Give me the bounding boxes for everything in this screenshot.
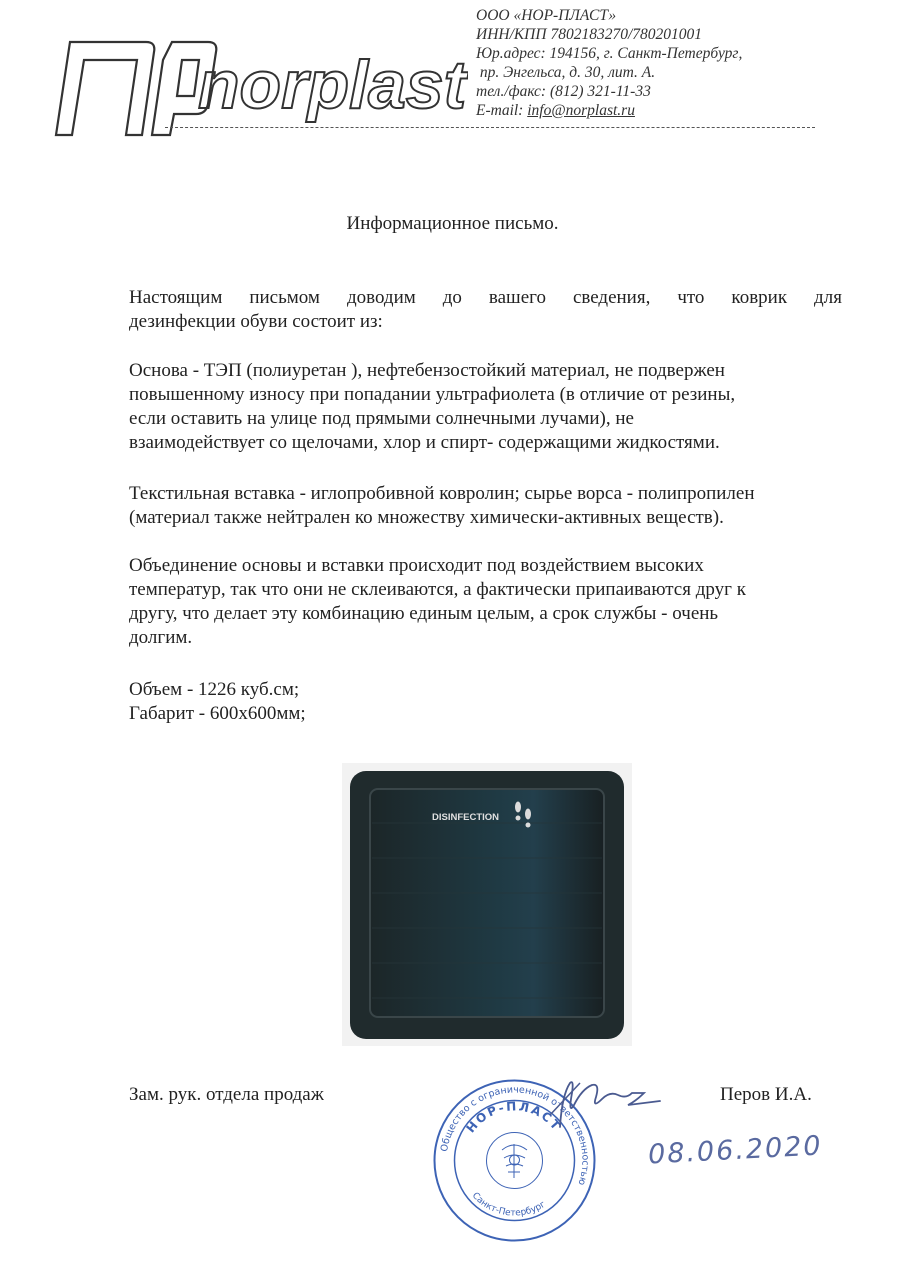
intro-word: что: [677, 287, 705, 308]
mat-label: DISINFECTION: [432, 812, 500, 823]
text-line: (материал также нейтрален ко множеству химически-активных веществ).: [129, 507, 724, 528]
text-line: долгим.: [129, 627, 193, 648]
textile-insert-paragraph: [129, 482, 842, 530]
seal-outer-text: Общество с ограниченной ответственностью: [439, 1084, 591, 1187]
intro-paragraph: [129, 286, 842, 334]
company-email: [476, 101, 896, 120]
company-street: пр. Энгельса, д. 30, лит. А.: [476, 64, 656, 81]
disinfection-mat-photo: [342, 763, 632, 1046]
company-requisites: [476, 6, 896, 120]
dimension-spec: Габарит - 600x600мм;: [129, 703, 306, 724]
signer-role: Зам. рук. отдела продаж: [129, 1084, 324, 1105]
intro-word: Настоящим: [129, 287, 223, 308]
email-link[interactable]: info@norplast.ru: [527, 102, 635, 119]
bonding-paragraph: [129, 554, 842, 650]
text-line: взаимодействует со щелочами, хлор и спирт- содержащими жидкостями.: [129, 432, 720, 453]
text-line: если оставить на улице под прямыми солнечными лучами), не: [129, 408, 634, 429]
text-line: Основа - ТЭП (полиуретан ), нефтебензостойкий материал, не подвержен: [129, 360, 725, 381]
text-line: Объединение основы и вставки происходит под воздействием высоких: [129, 555, 704, 576]
intro-word: доводим: [346, 287, 416, 308]
logo-wordmark: norplast: [198, 47, 467, 123]
company-name: ООО «НОР-ПЛАСТ»: [476, 7, 617, 24]
intro-word: для: [814, 287, 842, 308]
text-line: температур, так что они не склеиваются, а фактически припаиваются друг к: [129, 579, 746, 600]
base-material-paragraph: [129, 359, 842, 455]
company-phone: тел./факс: (812) 321-11-33: [476, 83, 651, 100]
text-line: повышенному износу при попадании ультрафиолета (в отличие от резины,: [129, 384, 736, 405]
company-address: Юр.адрес: 194156, г. Санкт-Петербург,: [476, 45, 743, 62]
svg-text:Санкт-Петербург: [470, 1191, 548, 1219]
intro-line-2: дезинфекции обуви состоит из:: [129, 311, 383, 332]
signer-name: Перов И.А.: [720, 1084, 812, 1105]
text-line: Текстильная вставка - иглопробивной ковролин; сырье ворса - полипропилен: [129, 483, 755, 504]
email-label: E-mail:: [476, 102, 528, 119]
seal-name-text: НОР-ПЛАСТ: [463, 1099, 565, 1136]
signature-date: 08.06.2020: [647, 1130, 824, 1171]
text-line: другу, что делает эту комбинацию единым целым, а срок службы - очень: [129, 603, 719, 624]
intro-word: вашего: [488, 287, 546, 308]
intro-word: сведения,: [572, 287, 651, 308]
seal-city-text: Санкт-Петербург: [469, 1190, 548, 1219]
intro-word: письмом: [249, 287, 320, 308]
letter-title: Информационное письмо.: [346, 213, 559, 234]
intro-line-1: [129, 286, 842, 310]
intro-word: коврик: [731, 287, 788, 308]
intro-word: до: [442, 287, 462, 308]
eagle-emblem-icon: [502, 1144, 527, 1178]
signature: [540, 1075, 675, 1130]
volume-spec: Объем - 1226 куб.см;: [129, 679, 300, 700]
company-inn: ИНН/КПП 7802183270/780201001: [476, 26, 702, 43]
specs-block: [129, 678, 842, 726]
header-divider: [165, 127, 815, 128]
